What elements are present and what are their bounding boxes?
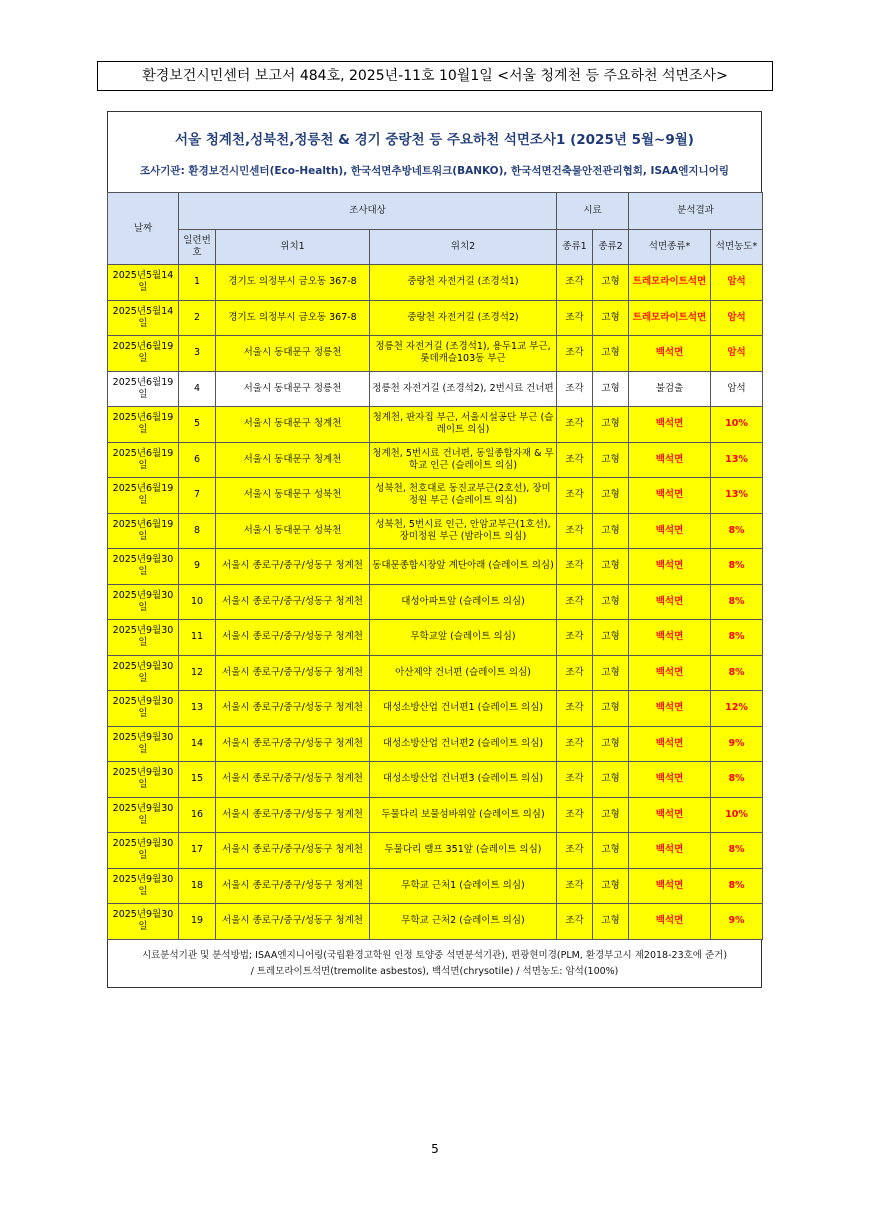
cell-asb-type: 백석면 (629, 904, 711, 940)
table-row (108, 549, 763, 585)
cell-asb-type: 백석면 (629, 478, 711, 514)
cell-type2: 고형 (593, 549, 629, 585)
cell-type2: 고형 (593, 833, 629, 869)
cell-loc1: 경기도 의정부시 금오동 367-8 (216, 300, 370, 336)
cell-loc1: 서울시 동대문구 성북천 (216, 478, 370, 514)
col-no: 일련번호 (179, 230, 216, 265)
table-row (108, 904, 763, 940)
table-title: 서울 청계천,성북천,정릉천 & 경기 중랑천 등 주요하천 석면조사1 (2025년 5월~9월) (175, 132, 694, 148)
cell-no: 10 (179, 584, 216, 620)
cell-type2: 고형 (593, 265, 629, 301)
cell-type2: 고형 (593, 442, 629, 478)
cell-date: 2025년5월14일 (108, 265, 179, 301)
cell-loc2: 무학교앞 (슬레이트 의심) (370, 620, 557, 656)
cell-asb-conc: 12% (711, 691, 763, 727)
cell-asb-type: 백석면 (629, 549, 711, 585)
cell-loc1: 서울시 종로구/중구/성동구 청계천 (216, 620, 370, 656)
cell-type1: 조각 (557, 833, 593, 869)
cell-loc2: 두물다리 보물섬바위앞 (슬레이트 의심) (370, 797, 557, 833)
cell-no: 14 (179, 726, 216, 762)
cell-type2: 고형 (593, 762, 629, 798)
table-row (108, 797, 763, 833)
cell-type1: 조각 (557, 620, 593, 656)
cell-loc1: 서울시 동대문구 성북천 (216, 513, 370, 549)
cell-type2: 고형 (593, 655, 629, 691)
report-header: 환경보건시민센터 보고서 484호, 2025년-11호 10월1일 <서울 청계천 등 주요하천 석면조사> (97, 61, 773, 91)
cell-no: 2 (179, 300, 216, 336)
cell-asb-conc: 8% (711, 655, 763, 691)
cell-loc1: 서울시 종로구/중구/성동구 청계천 (216, 584, 370, 620)
cell-asb-type: 백석면 (629, 620, 711, 656)
cell-date: 2025년9월30일 (108, 620, 179, 656)
cell-type2: 고형 (593, 336, 629, 372)
cell-type2: 고형 (593, 691, 629, 727)
cell-type1: 조각 (557, 513, 593, 549)
cell-date: 2025년6월19일 (108, 478, 179, 514)
cell-loc1: 서울시 종로구/중구/성동구 청계천 (216, 549, 370, 585)
cell-loc1: 서울시 동대문구 청계천 (216, 407, 370, 443)
col-sample: 시료 (557, 193, 629, 230)
cell-asb-type: 백석면 (629, 442, 711, 478)
survey-table (107, 192, 763, 940)
cell-no: 17 (179, 833, 216, 869)
cell-loc1: 서울시 동대문구 정릉천 (216, 336, 370, 372)
cell-asb-conc: 8% (711, 762, 763, 798)
cell-asb-type: 백석면 (629, 833, 711, 869)
note-line-2: / 트레모라이트석면(tremolite asbestos), 백석면(chrysotile) / 석면농도: 암석(100%) (250, 966, 619, 977)
cell-loc2: 청계천, 판자집 부근, 서울시설공단 부근 (슬레이트 의심) (370, 407, 557, 443)
cell-no: 11 (179, 620, 216, 656)
cell-loc1: 서울시 종로구/중구/성동구 청계천 (216, 726, 370, 762)
cell-asb-conc: 암석 (711, 336, 763, 372)
cell-type1: 조각 (557, 265, 593, 301)
cell-type2: 고형 (593, 868, 629, 904)
cell-type1: 조각 (557, 797, 593, 833)
cell-asb-type: 트레모라이트석면 (629, 300, 711, 336)
cell-date: 2025년9월30일 (108, 584, 179, 620)
cell-type2: 고형 (593, 584, 629, 620)
cell-no: 5 (179, 407, 216, 443)
cell-asb-type: 백석면 (629, 762, 711, 798)
cell-loc2: 대성소방산업 건너편3 (슬레이트 의심) (370, 762, 557, 798)
cell-loc2: 정릉천 자전거길 (조경석2), 2번시료 건너편 (370, 371, 557, 407)
table-row (108, 371, 763, 407)
col-asb-type: 석면종류* (629, 230, 711, 265)
col-loc2: 위치2 (370, 230, 557, 265)
cell-no: 7 (179, 478, 216, 514)
cell-loc1: 서울시 종로구/중구/성동구 청계천 (216, 762, 370, 798)
cell-no: 8 (179, 513, 216, 549)
cell-type2: 고형 (593, 620, 629, 656)
cell-type2: 고형 (593, 797, 629, 833)
table-row (108, 478, 763, 514)
cell-type2: 고형 (593, 478, 629, 514)
cell-asb-type: 백석면 (629, 407, 711, 443)
note-line-1: 시료분석기관 및 분석방법; ISAA엔지니어링(국립환경고학원 인정 토양중 석면분석기관), 편광현미경(PLM, 환경부고시 제2018-23호에 준거) (141, 950, 728, 961)
cell-loc1: 서울시 종로구/중구/성동구 청계천 (216, 691, 370, 727)
cell-date: 2025년9월30일 (108, 549, 179, 585)
col-asb-conc: 석면농도* (711, 230, 763, 265)
cell-date: 2025년9월30일 (108, 797, 179, 833)
cell-date: 2025년6월19일 (108, 407, 179, 443)
cell-loc2: 아산제약 건너편 (슬레이트 의심) (370, 655, 557, 691)
cell-loc1: 서울시 동대문구 정릉천 (216, 371, 370, 407)
col-type2: 종류2 (593, 230, 629, 265)
cell-asb-type: 트레모라이트석면 (629, 265, 711, 301)
table-row (108, 336, 763, 372)
cell-type2: 고형 (593, 371, 629, 407)
cell-no: 13 (179, 691, 216, 727)
cell-loc2: 대성아파트앞 (슬레이트 의심) (370, 584, 557, 620)
cell-loc1: 서울시 종로구/중구/성동구 청계천 (216, 868, 370, 904)
cell-loc2: 무학교 근처1 (슬레이트 의심) (370, 868, 557, 904)
cell-asb-conc: 암석 (711, 265, 763, 301)
cell-no: 9 (179, 549, 216, 585)
cell-date: 2025년6월19일 (108, 336, 179, 372)
table-row (108, 691, 763, 727)
analysis-note (107, 948, 762, 980)
cell-type1: 조각 (557, 371, 593, 407)
cell-date: 2025년9월30일 (108, 655, 179, 691)
cell-loc2: 중랑천 자전거길 (조경석2) (370, 300, 557, 336)
cell-asb-conc: 10% (711, 797, 763, 833)
table-row (108, 620, 763, 656)
table-row (108, 442, 763, 478)
col-target: 조사대상 (179, 193, 557, 230)
table-row (108, 762, 763, 798)
cell-asb-type: 백석면 (629, 513, 711, 549)
cell-type1: 조각 (557, 904, 593, 940)
cell-type2: 고형 (593, 513, 629, 549)
cell-type2: 고형 (593, 407, 629, 443)
cell-type1: 조각 (557, 442, 593, 478)
cell-asb-conc: 8% (711, 620, 763, 656)
cell-loc2: 두물다리 램프 351앞 (슬레이트 의심) (370, 833, 557, 869)
cell-no: 18 (179, 868, 216, 904)
cell-no: 16 (179, 797, 216, 833)
cell-no: 3 (179, 336, 216, 372)
table-row (108, 655, 763, 691)
cell-type1: 조각 (557, 407, 593, 443)
table-row (108, 833, 763, 869)
cell-date: 2025년6월19일 (108, 442, 179, 478)
cell-type1: 조각 (557, 868, 593, 904)
cell-asb-conc: 8% (711, 833, 763, 869)
cell-type1: 조각 (557, 549, 593, 585)
cell-asb-type: 백석면 (629, 726, 711, 762)
cell-type2: 고형 (593, 726, 629, 762)
cell-asb-conc: 9% (711, 904, 763, 940)
cell-no: 15 (179, 762, 216, 798)
table-row (108, 868, 763, 904)
table-subtitle: 조사기관: 환경보건시민센터(Eco-Health), 한국석면추방네트워크(BANKO), 한국석면건축물안전관리협회, ISAA엔지니어링 (140, 165, 729, 177)
cell-asb-conc: 8% (711, 868, 763, 904)
table-row (108, 407, 763, 443)
cell-no: 19 (179, 904, 216, 940)
cell-date: 2025년6월19일 (108, 513, 179, 549)
table-row (108, 726, 763, 762)
cell-loc2: 동대문종합시장앞 계단아래 (슬레이트 의심) (370, 549, 557, 585)
cell-date: 2025년9월30일 (108, 833, 179, 869)
cell-loc2: 성북천, 천호대로 동진교부근(2호선), 장미정원 부근 (슬레이트 의심) (370, 478, 557, 514)
cell-loc1: 경기도 의정부시 금오동 367-8 (216, 265, 370, 301)
cell-asb-type: 백석면 (629, 797, 711, 833)
cell-asb-conc: 8% (711, 549, 763, 585)
cell-date: 2025년6월19일 (108, 371, 179, 407)
cell-type1: 조각 (557, 300, 593, 336)
col-type1: 종류1 (557, 230, 593, 265)
cell-type1: 조각 (557, 762, 593, 798)
cell-asb-conc: 9% (711, 726, 763, 762)
table-row (108, 513, 763, 549)
cell-no: 6 (179, 442, 216, 478)
table-body (108, 265, 763, 940)
cell-type1: 조각 (557, 655, 593, 691)
cell-type1: 조각 (557, 478, 593, 514)
cell-loc2: 대성소방산업 건너편1 (슬레이트 의심) (370, 691, 557, 727)
col-result: 분석결과 (629, 193, 763, 230)
cell-loc2: 대성소방산업 건너편2 (슬레이트 의심) (370, 726, 557, 762)
cell-type1: 조각 (557, 726, 593, 762)
cell-no: 4 (179, 371, 216, 407)
cell-asb-conc: 암석 (711, 371, 763, 407)
cell-loc2: 중랑천 자전거길 (조경석1) (370, 265, 557, 301)
cell-asb-type: 백석면 (629, 691, 711, 727)
cell-date: 2025년9월30일 (108, 762, 179, 798)
cell-date: 2025년9월30일 (108, 726, 179, 762)
cell-loc1: 서울시 종로구/중구/성동구 청계천 (216, 904, 370, 940)
cell-asb-conc: 13% (711, 478, 763, 514)
cell-no: 12 (179, 655, 216, 691)
cell-type1: 조각 (557, 584, 593, 620)
cell-asb-type: 백석면 (629, 868, 711, 904)
cell-date: 2025년9월30일 (108, 691, 179, 727)
cell-type1: 조각 (557, 336, 593, 372)
cell-date: 2025년9월30일 (108, 868, 179, 904)
table-row (108, 300, 763, 336)
cell-loc2: 정릉천 자전거길 (조경석1), 용두1교 부근, 롯데캐슬103동 부근 (370, 336, 557, 372)
cell-date: 2025년9월30일 (108, 904, 179, 940)
cell-asb-conc: 13% (711, 442, 763, 478)
cell-asb-conc: 8% (711, 584, 763, 620)
cell-asb-type: 백석면 (629, 336, 711, 372)
cell-date: 2025년5월14일 (108, 300, 179, 336)
cell-loc1: 서울시 종로구/중구/성동구 청계천 (216, 797, 370, 833)
cell-asb-type: 백석면 (629, 655, 711, 691)
cell-loc1: 서울시 종로구/중구/성동구 청계천 (216, 833, 370, 869)
cell-asb-conc: 8% (711, 513, 763, 549)
cell-loc1: 서울시 종로구/중구/성동구 청계천 (216, 655, 370, 691)
col-date: 날짜 (108, 193, 179, 265)
cell-type2: 고형 (593, 300, 629, 336)
cell-loc2: 청계천, 5번시료 건너편, 동일종합자재 & 무학교 인근 (슬레이트 의심) (370, 442, 557, 478)
cell-type2: 고형 (593, 904, 629, 940)
cell-asb-conc: 10% (711, 407, 763, 443)
cell-no: 1 (179, 265, 216, 301)
cell-asb-type: 불검출 (629, 371, 711, 407)
table-row (108, 584, 763, 620)
cell-loc1: 서울시 동대문구 청계천 (216, 442, 370, 478)
cell-loc2: 성북천, 5번시료 인근, 안암교부근(1호선), 장미정원 부근 (밤라이트 의심) (370, 513, 557, 549)
table-row (108, 265, 763, 301)
cell-asb-type: 백석면 (629, 584, 711, 620)
col-loc1: 위치1 (216, 230, 370, 265)
cell-asb-conc: 암석 (711, 300, 763, 336)
cell-loc2: 무학교 근처2 (슬레이트 의심) (370, 904, 557, 940)
page-number: 5 (431, 1142, 439, 1156)
cell-type1: 조각 (557, 691, 593, 727)
